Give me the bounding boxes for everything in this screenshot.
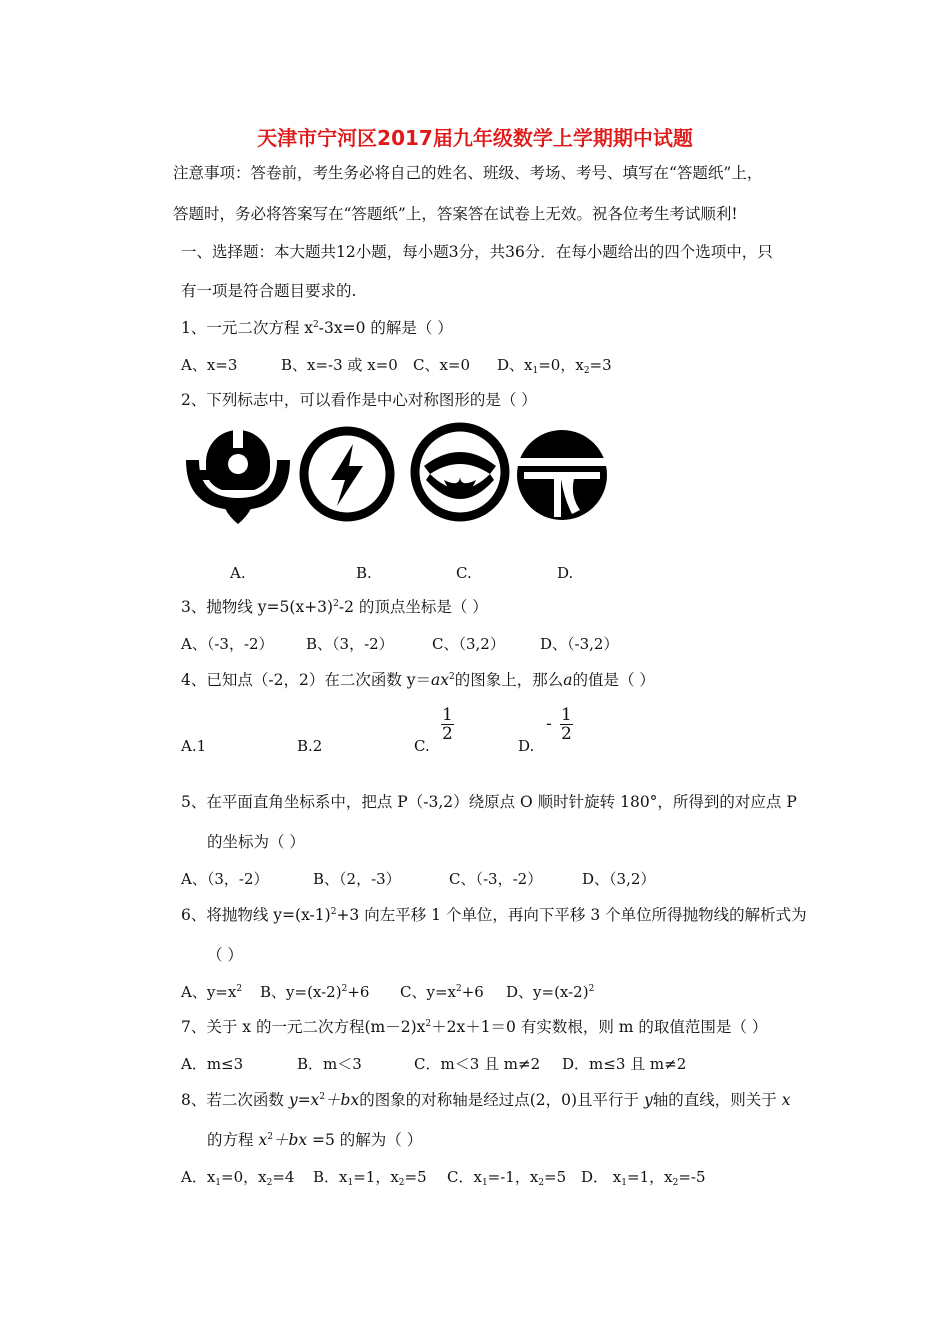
q3-option-c: C、（3,2） — [432, 635, 505, 653]
question-7: 7、关于 x 的一元二次方程$(m-2)x^2+2x+1=0$ 有实数根，则 m 的取值范围是（ ） — [181, 1018, 768, 1036]
q6-option-c: C、$y=x^2+6$ — [400, 983, 484, 1001]
q4-option-a: A.1 — [181, 737, 207, 755]
question-8-line-2: 的方程 $x^2+bx =5$ 的解为（ ） — [207, 1131, 423, 1149]
section-1-line-1: 一、选择题：本大题共12小题，每小题3分，共36分．在每小题给出的四个选项中，只 — [181, 243, 773, 261]
q1-option-b: B、x=-3 或 x=0 — [281, 356, 398, 374]
q1-option-a: A、x=3 — [181, 356, 238, 374]
q1-option-d: D、$x_1=0$，$x_2=3$ — [497, 356, 612, 376]
q5-option-b: B、（2，-3） — [313, 870, 401, 888]
question-1: 1、一元二次方程 $x^2-3x=0$ 的解是（ ） — [181, 319, 453, 337]
q7-option-b: B．m＜3 — [297, 1055, 362, 1073]
q2-label-a: A. — [230, 564, 246, 582]
q3-option-b: B、（3，-2） — [306, 635, 394, 653]
q1-option-c: C、x=0 — [413, 356, 471, 374]
q6-option-b: B、$y=(x-2)^2+6$ — [260, 983, 370, 1001]
logo-d-icon — [514, 428, 610, 522]
q5-option-c: C、（-3，-2） — [449, 870, 543, 888]
q4-option-d: D. — [518, 737, 535, 755]
q4-fraction-d: $\frac{1}{2}$ — [561, 705, 572, 744]
logo-a-icon — [182, 424, 294, 526]
q8-option-d: D． $x_1=1$，$x_2=-5$ — [581, 1168, 706, 1188]
q2-label-b: B. — [356, 564, 372, 582]
q2-label-d: D. — [557, 564, 574, 582]
notice-line-2: 答题时，务必将答案写在“答题纸”上，答案答在试卷上无效。祝各位考生考试顺利! — [173, 205, 738, 223]
q5-option-a: A、（3，-2） — [181, 870, 269, 888]
q8-option-b: B．$x_1=1$，$x_2=5$ — [313, 1168, 427, 1188]
question-8-line-1: 8、若二次函数 $y=x^2+bx$的图象的对称轴是经过点(2，0)且平行于 y轴的直线，则关于 x — [181, 1091, 791, 1109]
q4-option-b: B.2 — [297, 737, 323, 755]
q8-option-c: C．$x_1=-1$，$x_2=5$ — [447, 1168, 567, 1188]
q6-option-a: A、$y=x^2$ — [181, 983, 243, 1001]
question-5-line-2: 的坐标为（ ） — [207, 833, 305, 851]
question-4: 4、已知点（-2，2）在二次函数 $y=ax^2$的图象上，那么a的值是（ ） — [181, 671, 655, 689]
logo-b-lightning-icon — [299, 426, 395, 522]
section-1-line-2: 有一项是符合题目要求的. — [181, 282, 357, 300]
q4-minus-sign: - — [546, 714, 552, 734]
q3-option-d: D、（-3,2） — [540, 635, 619, 653]
logo-c-icon — [410, 422, 510, 522]
q7-option-d: D．m≤3 且 m≠2 — [562, 1055, 687, 1073]
question-6-line-2: （ ） — [207, 946, 243, 964]
q8-option-a: A．$x_1=0$，$x_2=4$ — [181, 1168, 295, 1188]
question-3: 3、抛物线 $y=5(x+3)^2-2$ 的顶点坐标是（ ） — [181, 598, 488, 616]
q5-option-d: D、（3,2） — [582, 870, 656, 888]
q7-option-c: C．m＜3 且 m≠2 — [414, 1055, 541, 1073]
question-2: 2、下列标志中，可以看作是中心对称图形的是（ ） — [181, 391, 537, 409]
q4-fraction-c: $\frac{1}{2}$ — [442, 705, 453, 744]
question-5-line-1: 5、在平面直角坐标系中，把点 P（-3,2）绕原点 O 顺时针旋转 180°，所得到的对应点 P — [181, 793, 797, 811]
q7-option-a: A．m≤3 — [181, 1055, 244, 1073]
q3-option-a: A、（-3，-2） — [181, 635, 274, 653]
notice-line-1: 注意事项：答卷前，考生务必将自己的姓名、班级、考场、考号、填写在“答题纸”上， — [173, 164, 763, 182]
q2-label-c: C. — [456, 564, 472, 582]
page-title: 天津市宁河区2017届九年级数学上学期期中试题 — [257, 126, 693, 150]
question-6-line-1: 6、将抛物线 $y=(x-1)^2+3$ 向左平移 1 个单位，再向下平移 3 个单位所得抛物线的解析式为 — [181, 906, 807, 924]
q4-option-c: C. — [414, 737, 430, 755]
q6-option-d: D、$y=(x-2)^2$ — [506, 983, 595, 1001]
